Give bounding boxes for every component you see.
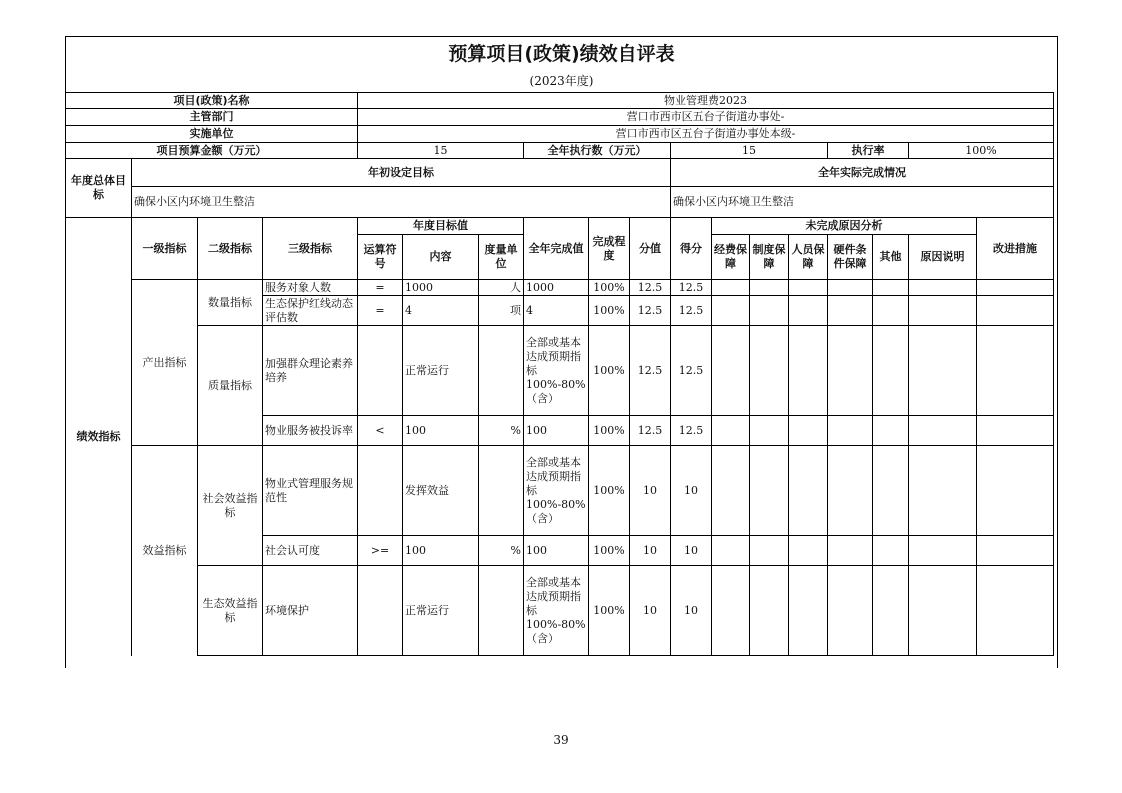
header-degree: 完成程度 bbox=[589, 218, 630, 280]
page-number: 39 bbox=[553, 733, 569, 747]
indicator-content: 100 bbox=[403, 536, 479, 566]
indicator-score: 10 bbox=[671, 536, 712, 566]
actual-goal-header: 全年实际完成情况 bbox=[671, 159, 1054, 187]
indicator-done: 全部或基本达成预期指标100%-80%（含） bbox=[524, 446, 589, 536]
group-quality: 质量指标 bbox=[198, 326, 263, 446]
header-reason-funding: 经费保障 bbox=[712, 235, 750, 280]
exec-value: 15 bbox=[671, 143, 828, 159]
indicator-degree: 100% bbox=[589, 326, 630, 416]
indicator-value: 10 bbox=[630, 566, 671, 656]
indicator-done: 全部或基本达成预期指标100%-80%（含） bbox=[524, 566, 589, 656]
header-target-group: 年度目标值 bbox=[358, 218, 524, 235]
indicator-degree: 100% bbox=[589, 566, 630, 656]
header-done: 全年完成值 bbox=[524, 218, 589, 280]
indicator-done: 100 bbox=[524, 416, 589, 446]
indicator-op: < bbox=[358, 416, 403, 446]
indicator-score: 12.5 bbox=[671, 296, 712, 326]
dept-value: 营口市西市区五台子街道办事处- bbox=[358, 109, 1054, 126]
indicator-content: 4 bbox=[403, 296, 479, 326]
header-reason-hardware: 硬件条件保障 bbox=[828, 235, 873, 280]
indicator-score: 12.5 bbox=[671, 326, 712, 416]
indicator-content: 正常运行 bbox=[403, 566, 479, 656]
header-reasons-group: 未完成原因分析 bbox=[712, 218, 977, 235]
header-reason-note: 原因说明 bbox=[909, 235, 977, 280]
indicator-name: 社会认可度 bbox=[263, 536, 358, 566]
indicator-unit: % bbox=[479, 536, 524, 566]
indicator-value: 12.5 bbox=[630, 280, 671, 296]
exec-label: 全年执行数（万元） bbox=[524, 143, 671, 159]
evaluation-table bbox=[65, 92, 1054, 656]
indicator-unit: 人 bbox=[479, 280, 524, 296]
header-reason-system: 制度保障 bbox=[750, 235, 789, 280]
indicator-name: 生态保护红线动态评估数 bbox=[263, 296, 358, 326]
header-level3: 三级指标 bbox=[263, 218, 358, 280]
group-eco: 生态效益指标 bbox=[198, 566, 263, 656]
project-name-label: 项目(政策)名称 bbox=[66, 93, 358, 109]
indicator-name: 环境保护 bbox=[263, 566, 358, 656]
header-reason-other: 其他 bbox=[873, 235, 909, 280]
indicator-done: 1000 bbox=[524, 280, 589, 296]
indicator-name: 物业服务被投诉率 bbox=[263, 416, 358, 446]
indicator-content: 100 bbox=[403, 416, 479, 446]
group-social: 社会效益指标 bbox=[198, 446, 263, 566]
indicator-value: 10 bbox=[630, 446, 671, 536]
plan-goal-text: 确保小区内环境卫生整洁 bbox=[132, 187, 671, 218]
actual-goal-text: 确保小区内环境卫生整洁 bbox=[671, 187, 1054, 218]
rate-label: 执行率 bbox=[828, 143, 909, 159]
indicator-score: 10 bbox=[671, 446, 712, 536]
header-score-value: 分值 bbox=[630, 218, 671, 280]
indicator-value: 12.5 bbox=[630, 296, 671, 326]
budget-value: 15 bbox=[358, 143, 524, 159]
indicator-done: 全部或基本达成预期指标100%-80%（含） bbox=[524, 326, 589, 416]
indicator-done: 100 bbox=[524, 536, 589, 566]
group-quantity: 数量指标 bbox=[198, 280, 263, 326]
indicator-degree: 100% bbox=[589, 280, 630, 296]
indicator-op: = bbox=[358, 280, 403, 296]
indicator-op bbox=[358, 566, 403, 656]
indicator-op: >= bbox=[358, 536, 403, 566]
header-score: 得分 bbox=[671, 218, 712, 280]
header-content: 内容 bbox=[403, 235, 479, 280]
indicator-unit bbox=[479, 566, 524, 656]
table-row bbox=[66, 280, 1054, 296]
group-benefit: 效益指标 bbox=[132, 446, 198, 656]
indicator-value: 12.5 bbox=[630, 416, 671, 446]
indicator-value: 10 bbox=[630, 536, 671, 566]
form-title: 预算项目(政策)绩效自评表 bbox=[448, 43, 675, 65]
indicator-content: 正常运行 bbox=[403, 326, 479, 416]
impl-unit-value: 营口市西市区五台子街道办事处本级- bbox=[358, 126, 1054, 143]
indicator-unit: % bbox=[479, 416, 524, 446]
annual-goal-label: 年度总体目标 bbox=[66, 159, 132, 218]
indicator-op bbox=[358, 326, 403, 416]
header-unit: 度量单位 bbox=[479, 235, 524, 280]
header-improve: 改进措施 bbox=[977, 218, 1054, 280]
dept-label: 主管部门 bbox=[66, 109, 358, 126]
indicator-content: 发挥效益 bbox=[403, 446, 479, 536]
indicator-name: 加强群众理论素养培养 bbox=[263, 326, 358, 416]
rate-value: 100% bbox=[909, 143, 1054, 159]
indicator-unit bbox=[479, 446, 524, 536]
indicator-score: 12.5 bbox=[671, 416, 712, 446]
table-row bbox=[66, 566, 1054, 656]
group-output: 产出指标 bbox=[132, 280, 198, 446]
table-row bbox=[66, 446, 1054, 536]
indicator-value: 12.5 bbox=[630, 326, 671, 416]
indicator-done: 4 bbox=[524, 296, 589, 326]
plan-goal-header: 年初设定目标 bbox=[132, 159, 671, 187]
header-reason-staff: 人员保障 bbox=[789, 235, 828, 280]
perf-indicator-label: 绩效指标 bbox=[66, 218, 132, 656]
form-year: (2023年度) bbox=[529, 74, 594, 88]
project-name-value: 物业管理费2023 bbox=[358, 93, 1054, 109]
indicator-op bbox=[358, 446, 403, 536]
indicator-unit: 项 bbox=[479, 296, 524, 326]
evaluation-form bbox=[65, 36, 1058, 668]
impl-unit-label: 实施单位 bbox=[66, 126, 358, 143]
budget-label: 项目预算金额（万元） bbox=[66, 143, 358, 159]
indicator-score: 12.5 bbox=[671, 280, 712, 296]
indicator-op: = bbox=[358, 296, 403, 326]
header-level2: 二级指标 bbox=[198, 218, 263, 280]
indicator-degree: 100% bbox=[589, 536, 630, 566]
indicator-content: 1000 bbox=[403, 280, 479, 296]
indicator-degree: 100% bbox=[589, 446, 630, 536]
indicator-name: 物业式管理服务规范性 bbox=[263, 446, 358, 536]
indicator-degree: 100% bbox=[589, 416, 630, 446]
indicator-degree: 100% bbox=[589, 296, 630, 326]
header-level1: 一级指标 bbox=[132, 218, 198, 280]
table-row bbox=[66, 326, 1054, 416]
indicator-unit bbox=[479, 326, 524, 416]
indicator-score: 10 bbox=[671, 566, 712, 656]
indicator-name: 服务对象人数 bbox=[263, 280, 358, 296]
header-op: 运算符号 bbox=[358, 235, 403, 280]
